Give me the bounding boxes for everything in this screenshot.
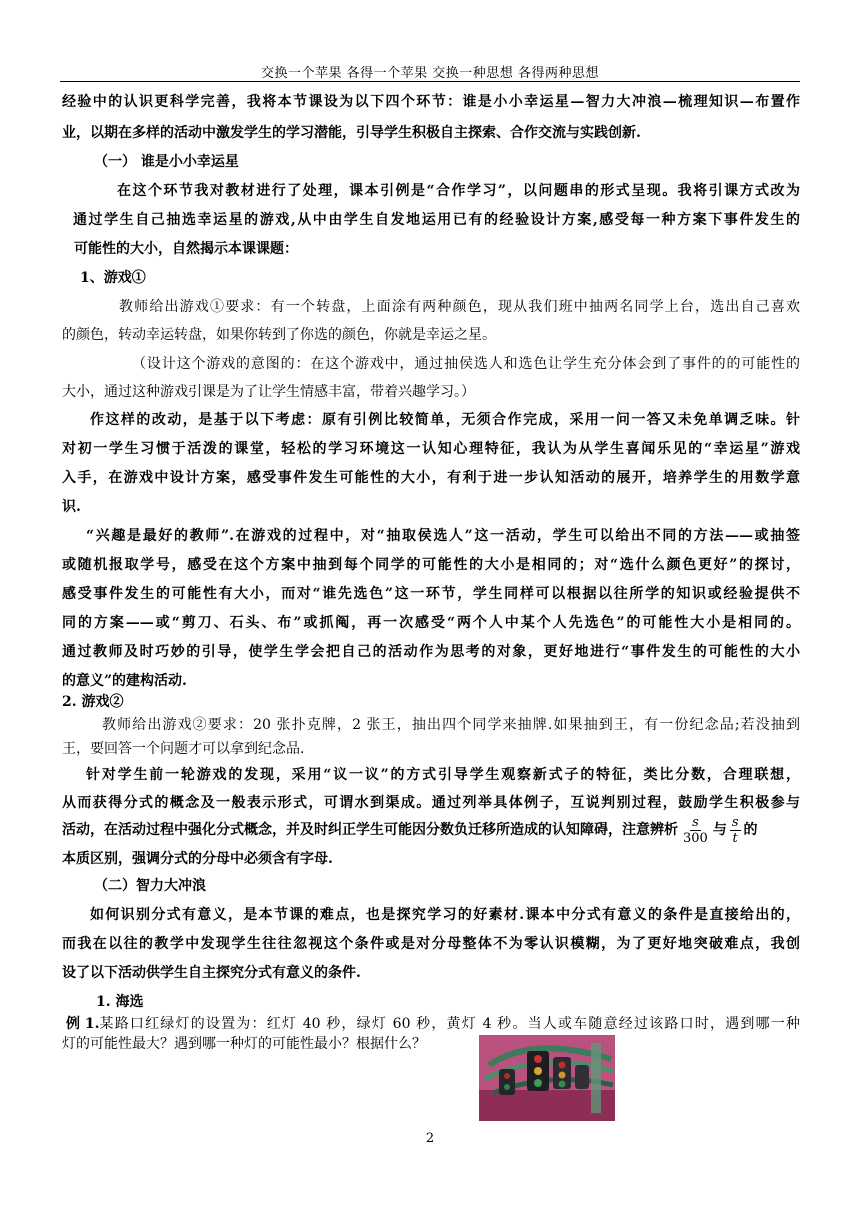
paragraph-line: 通过学生自己抽选幸运星的游戏,从中由学生自发地运用已有的经验设计方案,感受每一种方案下事件发生的 [73, 212, 800, 228]
fraction-connector: 与 [712, 822, 727, 838]
paragraph-line: 设了以下活动供学生自主探究分式有意义的条件. [62, 965, 361, 981]
paragraph-line: 识. [62, 499, 81, 515]
paragraph-line: 同的方案——或“剪刀、石头、布”或抓阄，再一次感受“两个人中某个人先选色”的可能性大小是相同的。 [62, 615, 800, 631]
paragraph-line: 可能性的大小，自然揭示本课课题： [74, 241, 298, 257]
paragraph-line: 教师给出游戏②要求：20 张扑克牌，2 张王，抽出四个同学来抽牌.如果抽到王，有一份纪念品;若没抽到 [102, 717, 800, 733]
example-1-line [66, 1015, 800, 1033]
subheading-haixuan: 1. 海选 [96, 994, 144, 1010]
paragraph-line: 灯的可能性最大？遇到哪一种灯的可能性最小？根据什么？ [62, 1036, 426, 1052]
paragraph-line: 教师给出游戏①要求：有一个转盘，上面涂有两种颜色，现从我们班中抽两名同学上台，选出自己喜欢 [119, 299, 800, 315]
paragraph-line: 如何识别分式有意义，是本节课的难点，也是探究学习的好素材.课本中分式有意义的条件是直接给出的， [90, 907, 800, 923]
paragraph-line: 的颜色，转动幸运转盘，如果你转到了你选的颜色，你就是幸运之星。 [62, 327, 496, 343]
paragraph-line: 针对学生前一轮游戏的发现，采用“议一议”的方式引导学生观察新式子的特征，类比分数，合理联想， [86, 767, 800, 783]
fraction-s-over-300 [681, 815, 710, 846]
paragraph-line-with-fractions [62, 812, 758, 848]
paragraph-line: 感受事件发生的可能性有大小，而对“谁先选色”这一环节，学生同样可以根据以往所学的知识或经验提供不 [62, 586, 800, 602]
game-2-heading: 2. 游戏② [62, 694, 124, 710]
page-header-motto: 交换一个苹果 各得一个苹果 交换一种思想 各得两种思想 [261, 66, 599, 81]
paragraph-line: 在这个环节我对教材进行了处理，课本引例是“合作学习”，以问题串的形式呈现。我将引课方式改为 [117, 183, 800, 199]
header-rule [60, 81, 800, 82]
paragraph-line: 王，要回答一个问题才可以拿到纪念品. [62, 741, 305, 757]
paragraph-line: 业，以期在多样的活动中激发学生的学习潜能，引导学生积极自主探索、合作交流与实践创新. [62, 125, 641, 141]
example-1-label: 例 1. [66, 1016, 100, 1032]
fraction-line-end: 的 [743, 822, 758, 838]
traffic-light-photo [479, 1035, 615, 1121]
section-heading-2: （二）智力大冲浪 [94, 878, 206, 894]
fraction-line-text: 活动，在活动过程中强化分式概念，并及时纠正学生可能因分数负迁移所造成的认知障碍，注意辨析 [62, 822, 678, 838]
fraction-s-over-t [730, 815, 741, 846]
fraction-numerator: s [731, 814, 739, 830]
traffic-light-illustration [479, 1035, 615, 1121]
paragraph-line: 经验中的认识更科学完善，我将本节课设为以下四个环节：谁是小小幸运星—智力大冲浪—梳理知识—布置作 [62, 94, 800, 110]
page-number: 2 [425, 1131, 435, 1146]
paragraph-line: 本质区别，强调分式的分母中必须含有字母. [62, 851, 333, 867]
paragraph-line: 而我在以往的教学中发现学生往往忽视这个条件或是对分母整体不为零认识模糊，为了更好地突破难点，我创 [62, 936, 800, 952]
paragraph-line: 通过教师及时巧妙的引导，使学生学会把自己的活动作为思考的对象，更好地进行“事件发生的可能性的大小 [62, 644, 800, 660]
paragraph-line: （设计这个游戏的意图的：在这个游戏中，通过抽侯选人和选色让学生充分体会到了事件的的可能性的 [132, 356, 800, 372]
paragraph-line: 作这样的改动，是基于以下考虑：原有引例比较简单，无须合作完成，采用一问一答又未免单调乏味。针 [90, 412, 800, 428]
paragraph-line: 的意义”的建构活动. [62, 673, 187, 689]
game-1-heading: 1、游戏① [80, 270, 146, 286]
fraction-denominator: t [732, 830, 738, 846]
paragraph-line: “兴趣是最好的教师”.在游戏的过程中，对“抽取侯选人”这一活动，学生可以给出不同的方法——或抽签 [86, 528, 800, 544]
fraction-denominator: 300 [683, 830, 708, 846]
fraction-numerator: s [692, 814, 699, 830]
paragraph-line: 或随机报取学号，感受在这个方案中抽到每个同学的可能性的大小是相同的；对“选什么颜色更好”的探讨， [62, 557, 800, 573]
paragraph-line: 对初一学生习惯于活泼的课堂，轻松的学习环境这一认知心理特征，我认为从学生喜闻乐见的“幸运星”游戏 [62, 441, 800, 457]
paragraph-line: 入手，在游戏中设计方案，感受事件发生可能性的大小，有利于进一步认知活动的展开，培养学生的用数学意 [62, 470, 800, 486]
paragraph-line: 大小，通过这种游戏引课是为了让学生情感丰富，带着兴趣学习。） [62, 384, 475, 400]
paragraph-line: 从而获得分式的概念及一般表示形式，可谓水到渠成。通过列举具体例子，互说判别过程，鼓励学生积极参与 [62, 795, 800, 811]
section-heading-1: （一） 谁是小小幸运星 [94, 154, 239, 170]
example-1-text: 某路口红绿灯的设置为：红灯 40 秒，绿灯 60 秒，黄灯 4 秒。当人或车随意经过该路口时，遇到哪一种 [99, 1016, 800, 1032]
